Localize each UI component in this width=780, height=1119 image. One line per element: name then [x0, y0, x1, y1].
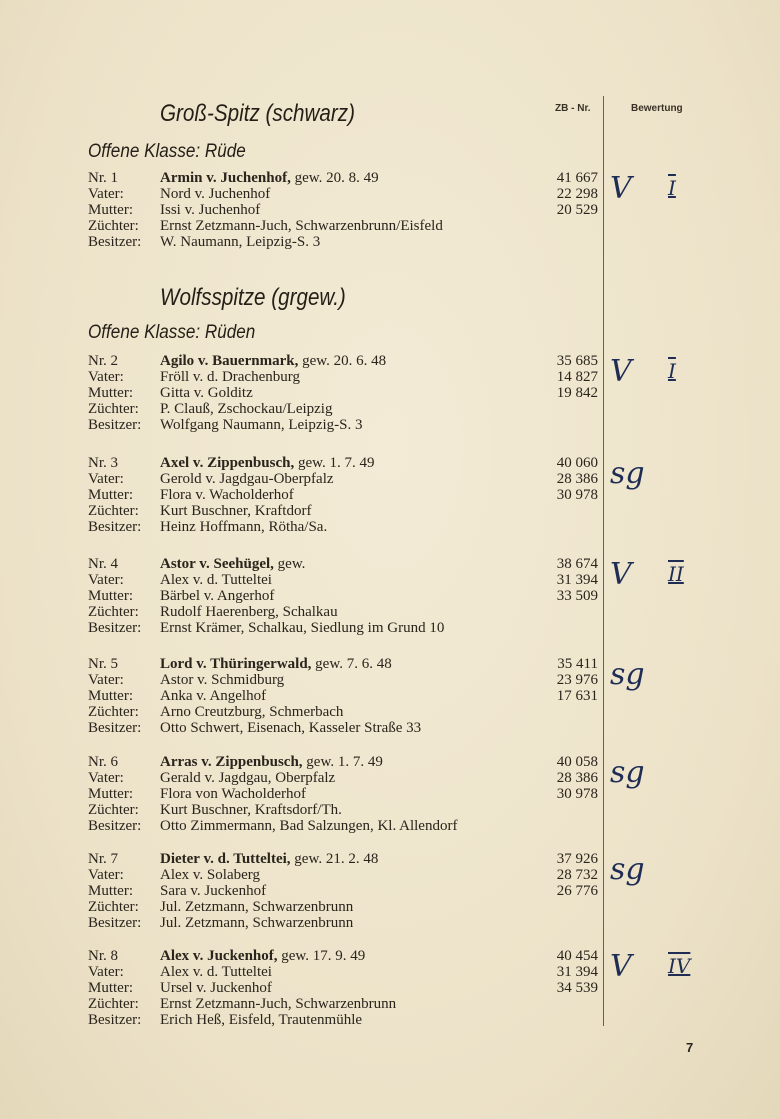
dog-name: Alex v. Juckenhof,	[160, 948, 278, 964]
handwritten-grade: V	[610, 171, 632, 206]
entry-number: Nr. 7	[88, 851, 118, 867]
zuechter-value: Jul. Zetzmann, Schwarzenbrunn	[160, 899, 354, 915]
birth-date: gew. 21. 2. 48	[294, 851, 379, 867]
zuechter-value: Kurt Buschner, Kraftsdorf/Th.	[160, 802, 342, 818]
zb-number: 35 685	[556, 353, 598, 369]
zuechter-label: Züchter:	[88, 401, 139, 417]
birth-date: gew.	[277, 556, 306, 572]
handwritten-grade: sg	[610, 852, 645, 887]
birth-date: gew. 20. 8. 49	[294, 170, 379, 186]
dog-name-line	[160, 455, 375, 471]
entry-number: Nr. 1	[88, 170, 118, 186]
handwritten-grade: V	[610, 949, 632, 984]
zuechter-value: Rudolf Haerenberg, Schalkau	[160, 604, 338, 620]
entry-number: Nr. 3	[88, 455, 118, 471]
birth-date: gew. 17. 9. 49	[281, 948, 366, 964]
zb-number: 31 394	[556, 572, 598, 588]
dog-name-line	[160, 948, 365, 964]
rating-column-header: Bewertung	[631, 103, 683, 114]
vater-value: Alex v. d. Tutteltei	[160, 572, 272, 588]
vater-label: Vater:	[88, 672, 124, 688]
entry-number: Nr. 2	[88, 353, 118, 369]
vater-label: Vater:	[88, 186, 124, 202]
dog-name: Arras v. Zippenbusch,	[160, 754, 303, 770]
zb-number: 40 454	[556, 948, 598, 964]
zuechter-value: Kurt Buschner, Kraftdorf	[160, 503, 312, 519]
entry-number: Nr. 6	[88, 754, 118, 770]
zb-number: 19 842	[556, 385, 598, 401]
mutter-label: Mutter:	[88, 883, 133, 899]
zuechter-value: Arno Creutzburg, Schmerbach	[160, 704, 344, 720]
besitzer-value: Otto Schwert, Eisenach, Kasseler Straße 33	[160, 720, 422, 736]
zb-number: 35 411	[557, 656, 598, 672]
zb-number: 38 674	[556, 556, 598, 572]
handwritten-placement: I	[668, 176, 676, 200]
mutter-value: Flora v. Wacholderhof	[160, 487, 294, 503]
dog-name-line	[160, 353, 386, 369]
mutter-label: Mutter:	[88, 980, 133, 996]
vater-value: Gerold v. Jagdgau-Oberpfalz	[160, 471, 334, 487]
mutter-label: Mutter:	[88, 786, 133, 802]
handwritten-placement: II	[668, 562, 684, 586]
vater-label: Vater:	[88, 964, 124, 980]
section-title-wolfsspitze: Wolfsspitze (grgew.)	[160, 284, 346, 311]
mutter-value: Bärbel v. Angerhof	[160, 588, 275, 604]
dog-name: Lord v. Thüringerwald,	[160, 656, 312, 672]
zb-number: 20 529	[556, 202, 598, 218]
besitzer-label: Besitzer:	[88, 620, 142, 636]
zuechter-value: P. Clauß, Zschockau/Leipzig	[160, 401, 333, 417]
vater-value: Alex v. Solaberg	[160, 867, 260, 883]
besitzer-label: Besitzer:	[88, 915, 142, 931]
handwritten-grade: sg	[610, 456, 645, 491]
zb-number: 40 060	[556, 455, 598, 471]
zuechter-label: Züchter:	[88, 802, 139, 818]
zb-number: 37 926	[556, 851, 598, 867]
zb-column-header: ZB - Nr.	[555, 103, 591, 114]
vater-label: Vater:	[88, 867, 124, 883]
vater-label: Vater:	[88, 471, 124, 487]
zuechter-label: Züchter:	[88, 996, 139, 1012]
besitzer-value: Otto Zimmermann, Bad Salzungen, Kl. Allendorf	[160, 818, 458, 834]
dog-name-line	[160, 170, 379, 186]
mutter-value: Flora von Wacholderhof	[160, 786, 306, 802]
dog-name-line	[160, 851, 378, 867]
birth-date: gew. 20. 6. 48	[302, 353, 387, 369]
birth-date: gew. 1. 7. 49	[306, 754, 383, 770]
handwritten-grade: V	[610, 557, 632, 592]
zuechter-label: Züchter:	[88, 218, 139, 234]
besitzer-label: Besitzer:	[88, 234, 142, 250]
besitzer-value: Erich Heß, Eisfeld, Trautenmühle	[160, 1012, 363, 1028]
mutter-value: Issi v. Juchenhof	[160, 202, 261, 218]
besitzer-label: Besitzer:	[88, 720, 142, 736]
entry-number: Nr. 4	[88, 556, 118, 572]
mutter-value: Ursel v. Juckenhof	[160, 980, 272, 996]
besitzer-value: Heinz Hoffmann, Rötha/Sa.	[160, 519, 328, 535]
entry-number: Nr. 8	[88, 948, 118, 964]
besitzer-label: Besitzer:	[88, 818, 142, 834]
class-title-2: Offene Klasse: Rüden	[88, 322, 256, 343]
besitzer-label: Besitzer:	[88, 417, 142, 433]
entry-number: Nr. 5	[88, 656, 118, 672]
handwritten-placement: I	[668, 359, 676, 383]
zuechter-value: Ernst Zetzmann-Juch, Schwarzenbrunn	[160, 996, 397, 1012]
mutter-value: Anka v. Angelhof	[160, 688, 267, 704]
zuechter-label: Züchter:	[88, 604, 139, 620]
mutter-label: Mutter:	[88, 202, 133, 218]
mutter-value: Gitta v. Golditz	[160, 385, 253, 401]
zb-number: 30 978	[556, 487, 598, 503]
zb-number: 17 631	[556, 688, 598, 704]
besitzer-value: Ernst Krämer, Schalkau, Siedlung im Grund 10	[160, 620, 445, 636]
handwritten-grade: sg	[610, 755, 645, 790]
section-title-gross-spitz: Groß-Spitz (schwarz)	[160, 100, 355, 127]
dog-name-line	[160, 754, 383, 770]
zb-number: 22 298	[556, 186, 598, 202]
zb-number: 30 978	[556, 786, 598, 802]
dog-name: Dieter v. d. Tutteltei,	[160, 851, 291, 867]
dog-name: Astor v. Seehügel,	[160, 556, 274, 572]
mutter-value: Sara v. Juckenhof	[160, 883, 267, 899]
zb-number: 28 732	[556, 867, 598, 883]
zuechter-value: Ernst Zetzmann-Juch, Schwarzenbrunn/Eisfeld	[160, 218, 443, 234]
besitzer-label: Besitzer:	[88, 519, 142, 535]
mutter-label: Mutter:	[88, 588, 133, 604]
dog-name-line	[160, 656, 392, 672]
mutter-label: Mutter:	[88, 385, 133, 401]
vater-value: Astor v. Schmidburg	[160, 672, 285, 688]
mutter-label: Mutter:	[88, 487, 133, 503]
zb-number: 41 667	[556, 170, 598, 186]
besitzer-label: Besitzer:	[88, 1012, 142, 1028]
vater-label: Vater:	[88, 572, 124, 588]
dog-name: Armin v. Juchenhof,	[160, 170, 291, 186]
besitzer-value: W. Naumann, Leipzig-S. 3	[160, 234, 321, 250]
handwritten-grade: sg	[610, 657, 645, 692]
handwritten-grade: V	[610, 354, 632, 389]
vater-value: Fröll v. d. Drachenburg	[160, 369, 300, 385]
handwritten-placement: IV	[668, 954, 691, 978]
zb-number: 26 776	[556, 883, 598, 899]
class-title-1: Offene Klasse: Rüde	[88, 141, 246, 162]
vater-value: Gerald v. Jagdgau, Oberpfalz	[160, 770, 336, 786]
vater-label: Vater:	[88, 369, 124, 385]
zb-number: 33 509	[556, 588, 598, 604]
zb-number: 28 386	[556, 770, 598, 786]
vater-value: Nord v. Juchenhof	[160, 186, 271, 202]
zb-number: 34 539	[556, 980, 598, 996]
dog-name: Agilo v. Bauernmark,	[160, 353, 299, 369]
vater-value: Alex v. d. Tutteltei	[160, 964, 272, 980]
besitzer-value: Jul. Zetzmann, Schwarzenbrunn	[160, 915, 354, 931]
mutter-label: Mutter:	[88, 688, 133, 704]
zb-number: 28 386	[556, 471, 598, 487]
zb-number: 31 394	[556, 964, 598, 980]
besitzer-value: Wolfgang Naumann, Leipzig-S. 3	[160, 417, 363, 433]
page-number: 7	[686, 1040, 694, 1055]
birth-date: gew. 1. 7. 49	[297, 455, 375, 471]
zuechter-label: Züchter:	[88, 503, 139, 519]
dog-name-line	[160, 556, 305, 572]
zuechter-label: Züchter:	[88, 704, 139, 720]
zb-number: 23 976	[556, 672, 598, 688]
dog-name: Axel v. Zippenbusch,	[160, 455, 295, 471]
zb-number: 14 827	[556, 369, 598, 385]
zuechter-label: Züchter:	[88, 899, 139, 915]
birth-date: gew. 7. 6. 48	[315, 656, 392, 672]
zb-number: 40 058	[556, 754, 598, 770]
vater-label: Vater:	[88, 770, 124, 786]
